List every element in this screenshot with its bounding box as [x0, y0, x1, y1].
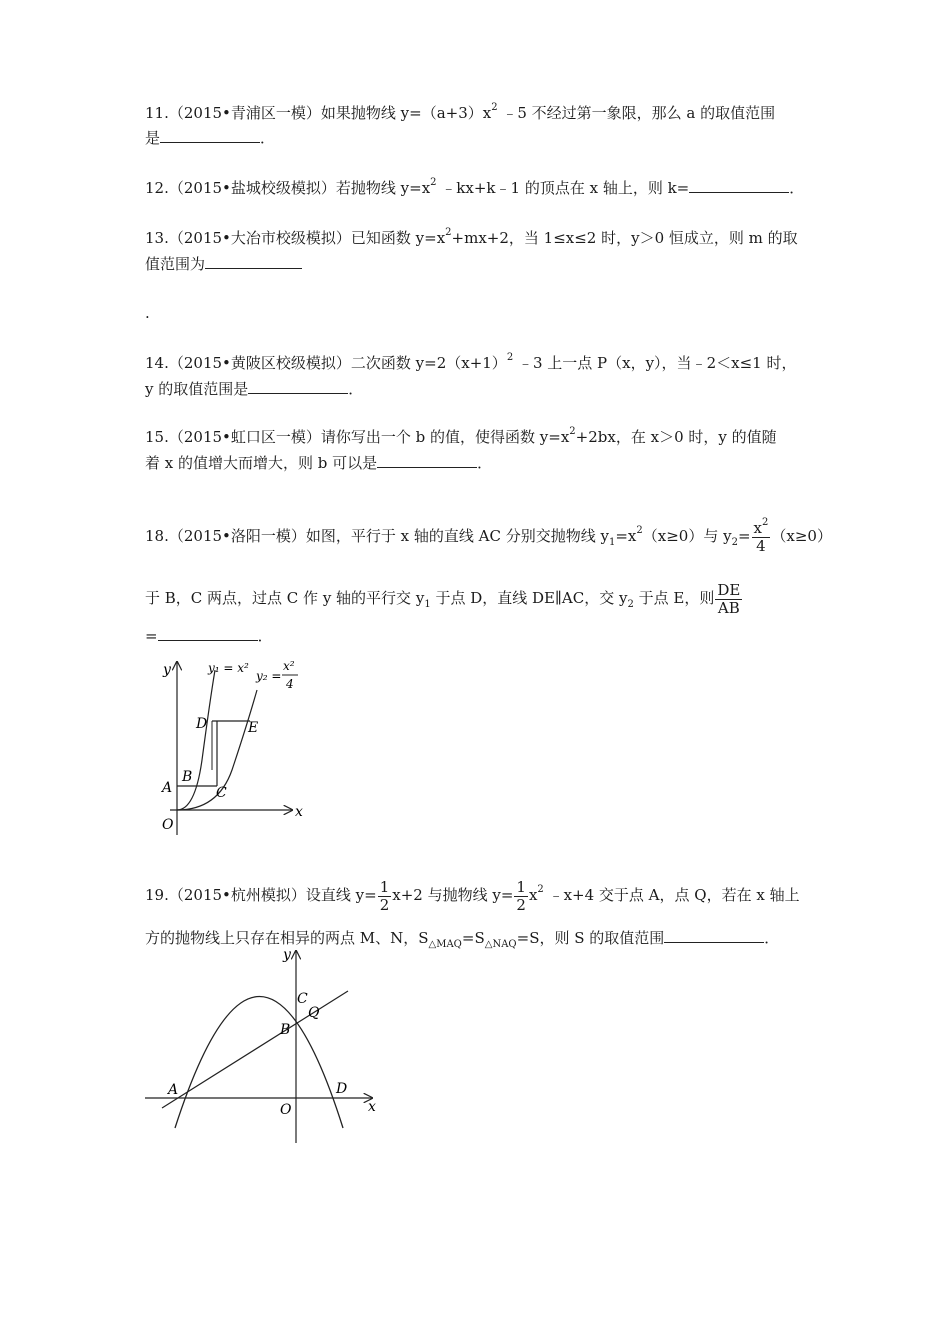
q13-text-rest: +mx+2，当 1≤x≤2 时，y＞0 恒成立，则 m 的取	[451, 229, 798, 247]
fraction-one-half	[378, 879, 392, 914]
q13-line2-text: 值范围为	[145, 255, 206, 273]
q19-eq: =S	[461, 929, 485, 947]
parabola-y1	[177, 670, 215, 810]
q12-text-rest: ﹣kx+k﹣1 的顶点在 x 轴上，则 k=	[436, 179, 690, 197]
question-15	[145, 427, 777, 447]
exponent: 2	[430, 177, 437, 188]
exponent: 2	[445, 227, 452, 238]
origin-label: O	[280, 1102, 292, 1118]
curve2-num: x²	[283, 659, 295, 673]
q15-text: 15.（2015•虹口区一模）请你写出一个 b 的值，使得函数 y=x	[145, 428, 570, 446]
question-11	[145, 103, 775, 123]
exponent: 2	[537, 884, 544, 895]
exponent: 2	[762, 516, 769, 528]
point-label-c: C	[297, 991, 308, 1007]
axis-label-x: x	[295, 804, 303, 820]
line-aq	[162, 991, 348, 1108]
axis-label-y: y	[283, 947, 291, 963]
q18-cond1: （x≥0）与 y	[642, 527, 732, 545]
q18-line2c: 于点 E，则	[633, 589, 715, 607]
question-18-line2	[145, 578, 743, 618]
subscript: △NAQ	[484, 939, 517, 950]
q19-line2a: 方的抛物线上只存在相异的两点 M、N，S	[145, 929, 429, 947]
point-label-d: D	[336, 1081, 348, 1097]
subscript: 2	[627, 599, 634, 610]
point-label-d: D	[196, 716, 208, 732]
subscript: 1	[608, 537, 616, 548]
q18-line2b: 于点 D，直线 DE∥AC，交 y	[430, 589, 628, 607]
answer-blank-19[interactable]	[664, 928, 764, 943]
q15-line2-text: 着 x 的值增大而增大，则 b 可以是	[145, 454, 378, 472]
q19-rest: ﹣x+4 交于点 A，点 Q，若在 x 轴上	[543, 886, 800, 904]
frac-num: 1	[379, 877, 390, 896]
q19-text: 19.（2015•杭州模拟）设直线 y=	[145, 886, 377, 904]
q14-line2-text: y 的取值范围是	[145, 380, 249, 398]
subscript: 2	[731, 537, 738, 548]
frac-num: 1	[516, 877, 526, 896]
question-13	[145, 228, 798, 248]
q15-text-rest: +2bx，在 x＞0 时，y 的值随	[575, 428, 777, 446]
frac-den: AB	[717, 598, 740, 617]
period: ．	[260, 129, 276, 147]
subscript: 1	[424, 599, 431, 610]
subscript: △MAQ	[428, 939, 462, 950]
q19-line2b: =S，则 S 的取值范围	[516, 929, 665, 947]
q19-mid1: x+2 与抛物线 y=	[392, 886, 514, 904]
period: ．	[257, 627, 273, 645]
answer-blank-14[interactable]	[248, 379, 348, 394]
answer-blank-11[interactable]	[160, 128, 260, 143]
q18-eq2: =	[737, 527, 751, 545]
exponent: 2	[491, 102, 498, 113]
frac-den: 4	[756, 536, 766, 555]
exponent: 2	[506, 352, 514, 363]
point-label-e: E	[248, 720, 259, 736]
question-11-line2	[145, 128, 275, 148]
question-18-line3	[145, 626, 273, 646]
q18-line2a: 于 B，C 两点，过点 C 作 y 轴的平行交 y	[145, 589, 425, 607]
q19-figure	[140, 945, 390, 1150]
q11-text-rest: ﹣5 不经过第一象限，那么 a 的取值范围	[497, 104, 776, 122]
q14-text-rest: ﹣3 上一点 P（x，y），当﹣2＜x≤1 时，	[513, 354, 797, 372]
curve1-label: y₁ = x²	[208, 661, 249, 675]
question-14	[145, 353, 796, 373]
q13-text: 13.（2015•大冶市校级模拟）已知函数 y=x	[145, 229, 446, 247]
axis-label-y: y	[163, 662, 171, 678]
answer-blank-12[interactable]	[689, 178, 789, 193]
frac-den: 2	[379, 895, 390, 914]
q11-line2-text: 是	[145, 129, 161, 147]
question-15-line2	[145, 453, 492, 473]
question-18	[145, 516, 832, 556]
fraction-de-over-ab	[715, 582, 742, 617]
q18-line3: =	[145, 627, 158, 645]
point-label-a: A	[168, 1082, 179, 1098]
q12-text: 12.（2015•盐城校级模拟）若抛物线 y=x	[145, 179, 431, 197]
exponent: 2	[569, 426, 576, 437]
question-19	[145, 875, 800, 915]
answer-blank-15[interactable]	[377, 453, 477, 468]
point-label-q: Q	[308, 1005, 320, 1021]
period: ．	[789, 179, 805, 197]
frac-num: x	[753, 518, 762, 537]
q13-dot: .	[145, 304, 150, 322]
q18-cond2: （x≥0）	[771, 527, 832, 545]
period: ．	[348, 380, 364, 398]
curve2-label: y₂ =	[256, 669, 282, 683]
q18-eq1: =x	[615, 527, 637, 545]
origin-label: O	[162, 817, 174, 833]
answer-blank-18[interactable]	[158, 626, 258, 641]
frac-num: DE	[717, 580, 741, 599]
q14-text: 14.（2015•黄陂区校级模拟）二次函数 y=2（x+1）	[145, 354, 507, 372]
answer-blank-13[interactable]	[205, 254, 302, 269]
fraction-one-half-2	[514, 879, 528, 914]
point-label-c: C	[216, 785, 227, 801]
question-13-line2	[145, 254, 302, 274]
q18-text: 18.（2015•洛阳一模）如图，平行于 x 轴的直线 AC 分别交抛物线 y	[145, 527, 609, 545]
question-14-line2	[145, 379, 363, 399]
q11-text: 11.（2015•青浦区一模）如果抛物线 y=（a+3）x	[145, 104, 492, 122]
axis-label-x: x	[368, 1099, 376, 1115]
question-12	[145, 178, 804, 198]
q18-figure	[140, 650, 320, 840]
curve2-den: 4	[286, 677, 294, 691]
point-label-a: A	[162, 780, 173, 796]
period: ．	[477, 454, 493, 472]
q19-mid2: x	[528, 886, 538, 904]
period: ．	[764, 929, 780, 947]
fraction-x2-over-4	[752, 516, 771, 555]
exponent: 2	[636, 525, 643, 536]
frac-den: 2	[516, 895, 526, 914]
point-label-b: B	[182, 769, 193, 785]
point-label-b: B	[280, 1022, 291, 1038]
